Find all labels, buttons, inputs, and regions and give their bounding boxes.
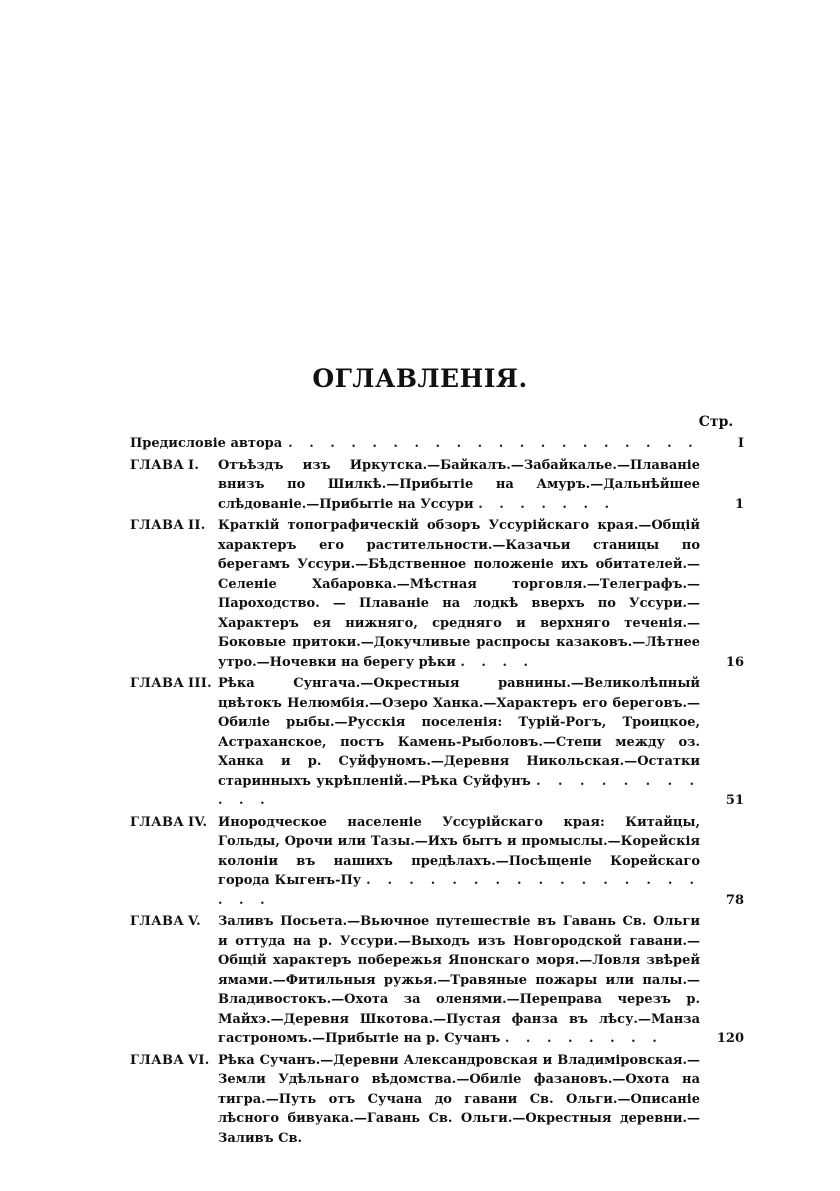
toc-entry-text: Предисловіе автора [130,436,283,451]
chapter-heading [130,813,218,911]
chapter-summary: Инородческое населеніе Уссурійскаго края: Китайцы, Гольды, Орочи или Тазы.—Ихъ бытъ и промыслы.—Корейскія колоніи въ нашихъ предѣлахъ.—Посѣщеніе Корейскаго города Кыгенъ-Пу [218,814,700,888]
chapter-word: ГЛАВА [130,676,185,691]
chapter-number: VI. [188,1052,210,1068]
chapter-summary: Краткій топографическій обзоръ Уссурійскаго края.—Общій характеръ его растительности.—Казачьи станицы по берегамъ Уссури.—Бѣдственное положеніе ихъ обитателей.—Селеніе Хабаровка.—Мѣстная торговля.—Телеграфъ.—Пароходство. — Плаваніе на лодкѣ вверхъ по Уссури.—Характеръ ея нижняго, средняго и верхняго теченія.—Боковые притоки.—Докучливые распросы казаковъ.—Лѣтнее утро.—Ночевки на берегу рѣки [218,518,700,670]
toc-entry-chapter-2[interactable] [130,516,744,672]
chapter-heading [130,674,218,811]
dot-leader: . . . . . . . . . . . [218,773,701,808]
chapter-summary: Отъѣздъ изъ Иркутска.—Байкалъ.—Забайкалье.—Плаваніе внизъ по Шилкѣ.—Прибытіе на Амуръ.—Дальнѣйшее слѣдованіе.—Прибытіе на Уссури [218,457,700,512]
toc-entry-text [218,813,700,911]
toc-entry-text [218,912,700,1049]
toc-entry-chapter-3[interactable] [130,674,744,811]
toc-entry-text [218,456,700,515]
toc-page-number: 16 [725,654,744,670]
dot-leader: . . . . . . . . [504,1031,663,1046]
toc-page-number: 120 [716,1031,744,1046]
dot-leader [282,434,700,454]
toc-page-number: I [737,436,744,451]
toc-entry-text [218,674,700,811]
chapter-word: ГЛАВА [130,457,185,473]
chapter-word: ГЛАВА [130,1052,185,1068]
dot-leader: . . . . [460,654,535,670]
toc-entry-chapter-5[interactable] [130,912,744,1049]
chapter-summary: Рѣка Сучанъ.—Деревни Александровская и Владиміровская.—Земли Удѣльнаго вѣдомства.—Обиліе фазановъ.—Охота на тигра.—Путь отъ Сучана до гавани Св. Ольги.—Описаніе лѣсного бивуака.—Гавань Св. Ольги.—Окрестныя деревни.—Заливъ Св. [218,1052,700,1146]
toc-entry-preface[interactable] [130,434,744,454]
chapter-number: V. [188,914,201,929]
dot-leader: . . . . . . . . . . . . . . . . . . . [218,873,700,908]
chapter-heading [130,912,218,1049]
chapter-heading [130,516,218,672]
chapter-number: IV. [188,814,208,830]
toc-page-number: 78 [725,892,744,908]
chapter-summary: Заливъ Посьета.—Вьючное путешествіе въ Гавань Св. Ольги и оттуда на р. Уссури.—Выходъ изъ Новгородской гавани.—Общій характеръ побережья Японскаго моря.—Ловля звѣрей ямами.—Фитильныя ружья.—Травяные пожары или палы.—Владивостокъ.—Охота за оленями.—Переправа черезъ р. Майхэ.—Деревня Шкотова.—Пустая фанза въ лѣсу.—Манза гастрономъ.—Прибытіе на р. Сучанъ [218,914,700,1046]
chapter-heading [130,456,218,515]
table-of-contents [130,434,744,1150]
chapter-number: I. [188,457,200,473]
page-column-label: Стр. [698,414,734,430]
chapter-word: ГЛАВА [130,914,185,929]
chapter-summary: Рѣка Сунгача.—Окрестныя равнины.—Великолѣпный цвѣтокъ Нелюмбія.—Озеро Ханка.—Характеръ его береговъ.—Обиліе рыбы.—Русскія поселенія: Турій-Рогъ, Троицкое, Астраханское, постъ Камень-Рыболовъ.—Степи между оз. Ханка и р. Суйфуномъ.—Деревня Никольская.—Остатки старинныхъ укрѣпленій.—Рѣка Суйфунъ [218,676,700,789]
toc-entry-chapter-6[interactable] [130,1051,744,1149]
chapter-heading [130,1051,218,1149]
chapter-number: III. [188,676,212,691]
toc-entry-chapter-4[interactable] [130,813,744,911]
dot-leader: . . . . . . . [478,496,616,512]
chapter-word: ГЛАВА [130,518,185,533]
page-title: ОГЛАВЛЕНІЯ. [312,364,528,393]
toc-page-number: 1 [734,496,744,512]
toc-entry-text [218,1051,700,1149]
toc-page-number: 51 [725,793,744,808]
toc-entry-text [218,516,700,672]
chapter-word: ГЛАВА [130,814,185,830]
chapter-number: II. [188,518,206,533]
toc-entry-chapter-1[interactable] [130,456,744,515]
